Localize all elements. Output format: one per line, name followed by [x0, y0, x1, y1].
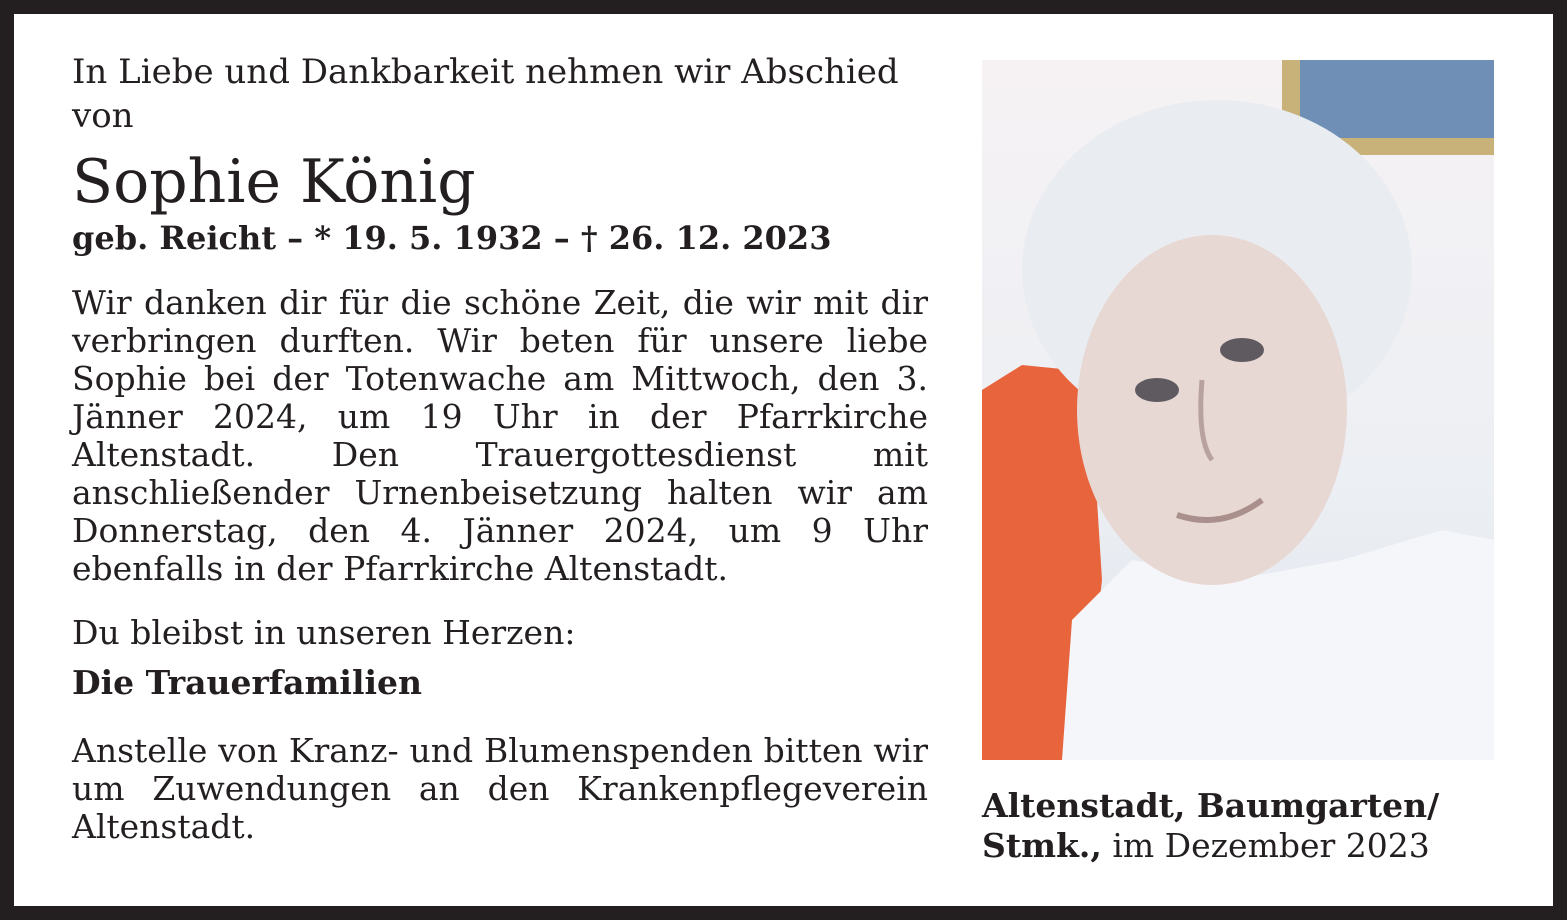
wall-picture-canvas — [1300, 60, 1494, 138]
donation-note: Anstelle von Kranz- und Blumenspenden bitten wir um Zuwendungen an den Krankenpflegeverein Altenstadt. — [72, 731, 928, 846]
portrait-illustration — [982, 60, 1494, 760]
intro-line: In Liebe und Dankbarkeit nehmen wir Abschied von — [72, 52, 899, 136]
portrait-photo — [982, 60, 1494, 760]
closing-line: Du bleibst in unseren Herzen: — [72, 613, 576, 652]
birth-death-dates: geb. Reicht – * 19. 5. 1932 – † 26. 12. 2023 — [72, 219, 832, 257]
obituary-text-column — [72, 50, 928, 846]
caption-date: im Dezember 2023 — [1112, 826, 1430, 865]
right-eye — [1220, 338, 1264, 362]
service-details: Wir danken dir für die schöne Zeit, die wir mit dir verbringen durften. Wir beten für unsere liebe Sophie bei der Totenwache am Mittwoch, den 3. Jänner 2024, um 19 Uhr in der Pfarrkirche Altenstadt. Den Trauergottesdienst mit anschließender Urnenbeisetzung halten wir am Donnerstag, den 4. Jänner 2024, um 9 Uhr ebenfalls in der Pfarrkirche Altenstadt. — [72, 283, 928, 588]
family-signature: Die Trauerfamilien — [72, 663, 423, 702]
deceased-name: Sophie König — [72, 147, 476, 217]
left-eye — [1135, 378, 1179, 402]
caption-places: Altenstadt, Baumgarten/ Stmk., — [982, 786, 1440, 865]
face — [1077, 235, 1347, 585]
white-blouse — [1062, 530, 1494, 760]
place-date-caption — [982, 786, 1502, 866]
